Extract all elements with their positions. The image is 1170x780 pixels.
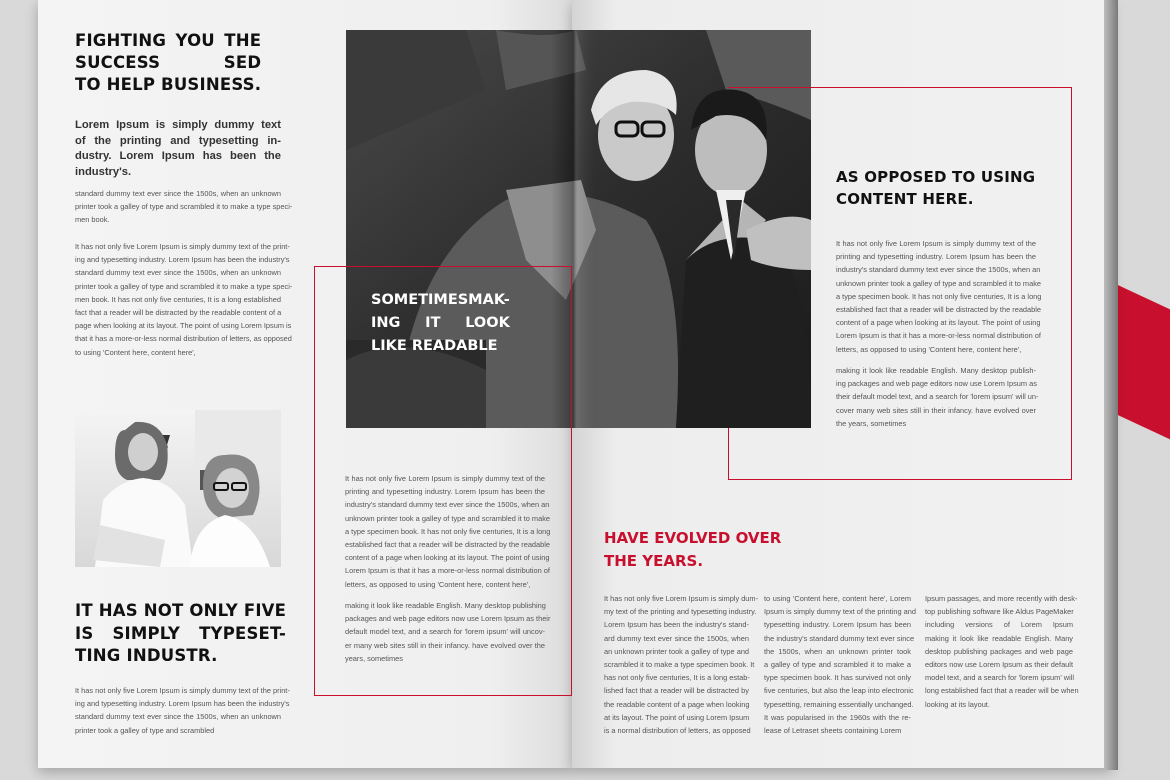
text-line: of the printing and typesetting in-	[75, 134, 281, 147]
text-line: lease of Letraset sheets containing Lorem	[764, 726, 902, 736]
right-paragraph-1	[836, 237, 1042, 356]
text-line: Lorem Ipsum is that it has a more-or-less normal distribution of	[345, 566, 550, 576]
text-line: typesetting industry. Lorem Ipsum has been	[764, 620, 911, 630]
text-line: packages and web page editors now use Lorem Ipsum as their	[345, 614, 551, 624]
text-line: printing and typesetting industry. Lorem Ipsum has been the	[345, 487, 545, 497]
left-paragraph-3	[75, 684, 290, 737]
text-line: Ipsum is simply dummy text of the printing and	[764, 607, 916, 617]
text-line: HAVE EVOLVED OVER	[604, 529, 782, 547]
text-line: fact that a reader will be distracted by the readable content of a	[75, 308, 282, 318]
text-line: ard dummy text ever since the 1500s, when	[604, 633, 749, 643]
text-line: desktop publishing packages and web page	[925, 646, 1073, 656]
text-line: SOMETIMESMAK-	[371, 292, 510, 308]
text-line: standard dummy text ever since the 1500s, when an unknown	[75, 189, 281, 198]
text-line: the 1500s, when an unknown printer took	[764, 646, 911, 656]
text-line: printer took a galley of type and scrambled it to make a type speci-	[75, 202, 293, 212]
text-line: page when looking at its layout. The point of using Lorem Ipsum is	[75, 321, 292, 331]
text-line: making it look like readable English. Many desktop publish-	[836, 366, 1036, 375]
text-line: standard dummy text ever since the 1500s, when an unknown	[75, 268, 281, 278]
text-line: including versions of Lorem Ipsum	[925, 620, 1073, 630]
brochure-spread	[38, 0, 1118, 780]
text-line: scrambled it to make a type specimen book. It	[604, 660, 755, 670]
text-line: letters, as opposed to using 'Content here, content here',	[345, 579, 531, 589]
text-line: printer took a galley of type and scrambled	[75, 725, 215, 735]
text-line: Lorem Ipsum is that it has a more-or-less normal distribution of	[836, 331, 1041, 341]
left-paragraph-2	[75, 240, 293, 359]
text-line: printer took a galley of type and scrambled it to make a type speci-	[75, 281, 293, 291]
text-line: looking at its layout.	[925, 699, 990, 709]
text-line: making it look like readable English. Many	[925, 633, 1073, 643]
left-paragraph-1	[75, 187, 293, 227]
text-line: men book. It has not only five centuries, It is a long established	[75, 294, 281, 304]
text-line: an unknown printer took a galley of type and	[604, 646, 750, 656]
text-line: to using 'Content here, content here', Lorem	[764, 594, 911, 603]
text-line: THE YEARS.	[604, 551, 704, 570]
text-line: years, sometimes	[345, 653, 403, 663]
text-line: men book.	[75, 215, 110, 225]
right-column-1	[604, 592, 759, 737]
text-line: unknown printer took a galley of type and scrambled it to make	[345, 513, 550, 523]
text-line: is a normal distribution of letters, as opposed	[604, 726, 751, 736]
photo-overlay-heading	[371, 289, 510, 358]
text-line: printing and typesetting industry. Lorem Ipsum has been the	[836, 252, 1036, 262]
right-column-2	[764, 592, 916, 737]
left-heading-2	[75, 600, 286, 668]
text-line: It has not only five Lorem Ipsum is simply dummy text of the print-	[75, 686, 290, 695]
text-line: letters, as opposed to using 'Content here, content here',	[836, 344, 1022, 354]
text-line: ing and typesetting industry. Lorem Ipsum has been the industry's	[75, 255, 290, 265]
text-line: five centuries, but also the leap into electronic	[764, 686, 914, 696]
text-line: Lorem Ipsum has been the industry's stand-	[604, 620, 749, 630]
text-line: typesetting, remaining essentially unchanged.	[764, 699, 914, 709]
left-heading-1	[75, 30, 261, 96]
text-line: a type specimen book. It has not only five centuries, It is a long	[345, 526, 551, 536]
text-line: at its layout. The point of using Lorem Ipsum	[604, 712, 750, 722]
right-heading-2	[604, 527, 781, 572]
text-line: model text, and a search for 'lorem ipsum' will	[925, 673, 1075, 683]
office-women-photo	[75, 410, 281, 567]
text-line: industry's.	[75, 165, 132, 178]
center-paragraph-1	[345, 472, 551, 591]
text-line: er many web sites still in their infancy. have evolved over the	[345, 640, 545, 650]
page-stack-edge	[1104, 0, 1118, 770]
text-line: industry's standard dummy text ever since the 1500s, when an	[836, 265, 1041, 275]
text-line: a galley of type and scrambled it to make a	[764, 660, 911, 670]
right-heading-1	[836, 166, 1035, 210]
text-line: that it has a more-or-less normal distribution of letters, as opposed	[75, 334, 292, 344]
text-line: CONTENT HERE.	[836, 190, 974, 208]
text-line: ing and typesetting industry. Lorem Ipsum has been the industry's	[75, 699, 290, 709]
text-line: FIGHTING YOU THE	[75, 31, 262, 50]
text-line: type specimen book. It has survived not only	[764, 673, 911, 683]
text-line: ing packages and web page editors now use Lorem Ipsum as	[836, 379, 1037, 389]
text-line: making it look like readable English. Many desktop publishing	[345, 601, 546, 610]
text-line: to using 'Content here, content here',	[75, 347, 196, 357]
text-line: a type specimen book. It has not only five centuries, It is a long	[836, 291, 1042, 301]
text-line: IS SIMPLY TYPESET-	[75, 623, 287, 643]
text-line: content of a page when looking at its layout. The point of using	[836, 318, 1041, 328]
text-line: long established fact that a reader will be when	[925, 686, 1079, 696]
text-line: TO HELP BUSINESS.	[75, 75, 262, 94]
text-line: It has not only five Lorem Ipsum is simply dummy text of the print-	[75, 242, 290, 251]
right-red-frame-bottom	[728, 428, 1072, 480]
text-line: default model text, and a search for 'lorem ipsum' will uncov-	[345, 627, 545, 637]
text-line: unknown printer took a galley of type and scrambled it to make	[836, 278, 1041, 288]
left-lead-paragraph	[75, 118, 281, 180]
text-line: has not only five centuries, It is a long estab-	[604, 673, 750, 683]
text-line: TING INDUSTR.	[75, 646, 218, 665]
text-line: Ipsum passages, and more recently with desk-	[925, 594, 1078, 603]
text-line: It has not only five Lorem Ipsum is simply dum-	[604, 594, 759, 603]
text-line: established fact that a reader will be distracted by the readable	[345, 540, 551, 550]
text-line: SUCCESS SED	[75, 53, 262, 72]
text-line: editors now use Lorem Ipsum as their default	[925, 660, 1073, 670]
text-line: the industry's standard dummy text ever since	[764, 633, 915, 643]
text-line: IT HAS NOT ONLY FIVE	[75, 601, 287, 620]
text-line: dustry. Lorem Ipsum has been the	[75, 150, 281, 162]
text-line: ING IT LOOK	[371, 315, 510, 331]
text-line: my text of the printing and typesetting industry.	[604, 607, 757, 617]
text-line: established fact that a reader will be distracted by the readable	[836, 305, 1042, 315]
text-line: LIKE READABLE	[371, 338, 498, 354]
text-line: It has not only five Lorem Ipsum is simply dummy text of the	[836, 239, 1036, 248]
text-line: It has not only five Lorem Ipsum is simply dummy text of the	[345, 474, 545, 483]
text-line: top publishing software like Aldus PageMaker	[925, 607, 1074, 617]
text-line: standard dummy text ever since the 1500s, when an unknown	[75, 712, 281, 722]
text-line: It was popularised in the 1960s with the re-	[764, 712, 911, 722]
text-line: AS OPPOSED TO USING	[836, 168, 1036, 186]
text-line: the years, sometimes	[836, 418, 907, 428]
text-line: Lorem Ipsum is simply dummy text	[75, 119, 281, 131]
text-line: industry's standard dummy text ever since the 1500s, when an	[345, 500, 550, 510]
text-line: content of a page when looking at its layout. The point of using	[345, 553, 550, 563]
text-line: lished fact that a reader will be distracted by	[604, 686, 749, 696]
text-line: their default model text, and a search for 'lorem ipsum' will un-	[836, 392, 1039, 402]
center-paragraph-2	[345, 599, 551, 665]
text-line: cover many web sites still in their infancy. have evolved over	[836, 405, 1036, 415]
right-column-3	[925, 592, 1079, 711]
right-paragraph-2	[836, 364, 1039, 430]
text-line: the readable content of a page when looking	[604, 699, 750, 709]
